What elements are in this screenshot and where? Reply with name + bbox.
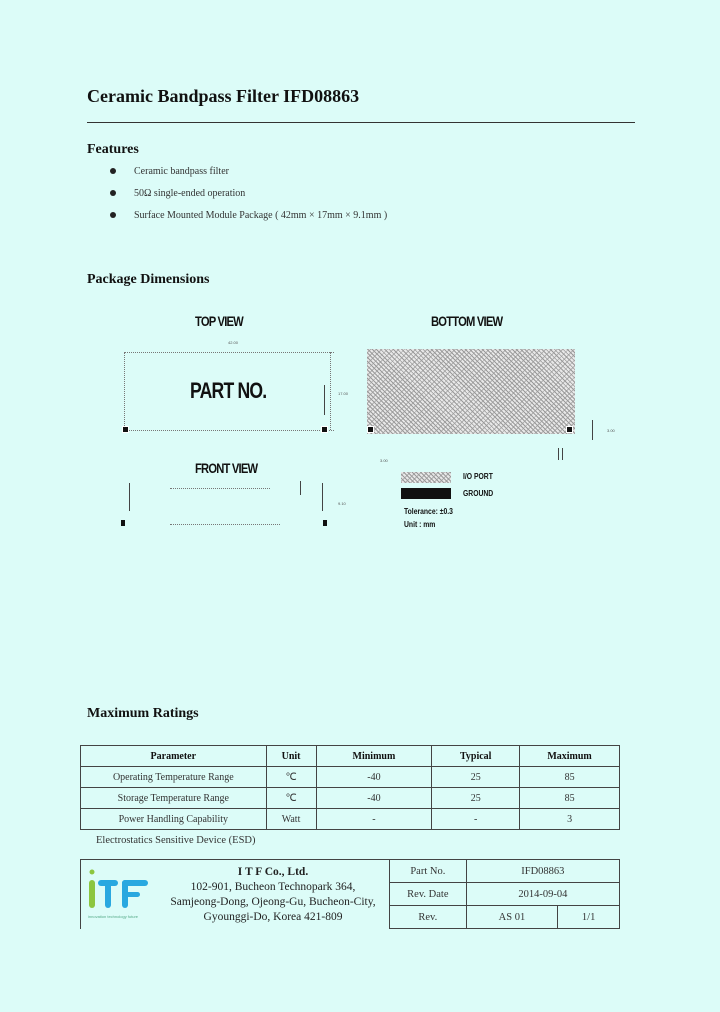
table-cell: Watt xyxy=(266,809,316,830)
column-header: Unit xyxy=(266,746,316,767)
bullet-icon xyxy=(110,212,116,218)
dimension-label: 42.00 xyxy=(228,340,239,345)
feature-item: Surface Mounted Module Package ( 42mm × 17mm × 9.1mm ) xyxy=(134,210,388,221)
bullet-icon xyxy=(110,168,116,174)
rev-date-label: Rev. Date xyxy=(390,883,467,906)
table-cell: Power Handling Capability xyxy=(81,809,267,830)
ratings-heading: Maximum Ratings xyxy=(87,706,199,721)
outline-bottom xyxy=(124,430,334,431)
page-number: 1/1 xyxy=(558,906,620,929)
table-cell: 85 xyxy=(520,767,620,788)
terminal-pad xyxy=(121,520,125,526)
table-cell: - xyxy=(316,809,432,830)
bottom-view-label: BOTTOM VIEW xyxy=(431,313,503,329)
ground-swatch xyxy=(401,488,451,499)
tolerance-note: Tolerance: ±0.3 xyxy=(404,507,453,516)
address-line: 102-901, Bucheon Technopark 364, xyxy=(190,881,356,893)
dimension-line xyxy=(592,420,593,440)
address-line: Gyounggi-Do, Korea 421-809 xyxy=(203,911,343,923)
dimension-line xyxy=(562,448,563,460)
feature-item: Ceramic bandpass filter xyxy=(134,166,229,177)
document-info-table xyxy=(389,859,620,929)
unit-note: Unit : mm xyxy=(404,520,436,529)
part-no-label: Part No. xyxy=(390,860,467,883)
table-cell: 3 xyxy=(520,809,620,830)
outline-right xyxy=(300,481,301,495)
io-port-pad xyxy=(566,426,573,433)
table-cell: 85 xyxy=(520,788,620,809)
table-row xyxy=(81,809,620,830)
top-view-label: TOP VIEW xyxy=(195,313,243,329)
ground-legend: GROUND xyxy=(463,489,494,498)
ground-area xyxy=(367,349,575,434)
outline-top xyxy=(124,352,334,353)
table-cell: 25 xyxy=(432,767,520,788)
table-cell: - xyxy=(432,809,520,830)
outline-left xyxy=(124,352,125,430)
esd-note: Electrostatics Sensitive Device (ESD) xyxy=(96,835,256,846)
io-port-pad xyxy=(321,426,328,433)
footer-left-edge xyxy=(80,859,81,929)
table-row xyxy=(81,767,620,788)
column-header: Maximum xyxy=(520,746,620,767)
bullet-icon xyxy=(110,190,116,196)
ratings-table xyxy=(80,745,620,830)
io-port-pad xyxy=(367,426,374,433)
terminal-pad xyxy=(323,520,327,526)
column-header: Typical xyxy=(432,746,520,767)
feature-item: 50Ω single-ended operation xyxy=(134,188,246,199)
io-port-pad xyxy=(122,426,129,433)
logo-tagline: innovation technology future xyxy=(88,914,139,919)
part-no-value: IFD08863 xyxy=(466,860,619,883)
company-address-block xyxy=(163,865,383,925)
table-header-row xyxy=(81,746,620,767)
io-port-legend: I/O PORT xyxy=(463,472,493,481)
front-view-label: FRONT VIEW xyxy=(195,460,258,476)
io-port-swatch xyxy=(401,472,451,483)
itf-logo xyxy=(86,864,160,924)
table-cell: ℃ xyxy=(266,788,316,809)
part-no-label: PART NO. xyxy=(190,378,267,403)
title-divider xyxy=(87,122,635,123)
dimension-label: 17.00 xyxy=(338,391,349,396)
page-title: Ceramic Bandpass Filter IFD08863 xyxy=(87,86,360,106)
rev-date-value: 2014-09-04 xyxy=(466,883,619,906)
dimension-line xyxy=(322,483,323,511)
address-line: Samjeong-Dong, Ojeong-Gu, Bucheon-City, xyxy=(170,896,376,908)
table-row xyxy=(81,788,620,809)
rev-value: AS 01 xyxy=(466,906,558,929)
rev-label: Rev. xyxy=(390,906,467,929)
column-header: Parameter xyxy=(81,746,267,767)
package-heading: Package Dimensions xyxy=(87,272,210,287)
dimension-line xyxy=(324,385,325,415)
column-header: Minimum xyxy=(316,746,432,767)
dimension-label: 3.00 xyxy=(380,458,388,463)
table-cell: -40 xyxy=(316,788,432,809)
table-cell: -40 xyxy=(316,767,432,788)
outline-bottom xyxy=(170,524,280,525)
table-cell: Operating Temperature Range xyxy=(81,767,267,788)
dimension-label: 3.00 xyxy=(607,428,615,433)
table-cell: 25 xyxy=(432,788,520,809)
company-name: I T F Co., Ltd. xyxy=(237,866,309,878)
table-cell: ℃ xyxy=(266,767,316,788)
features-heading: Features xyxy=(87,142,139,157)
outline-right xyxy=(330,352,331,430)
outline-left xyxy=(129,483,130,511)
outline-top xyxy=(170,488,270,489)
table-cell: Storage Temperature Range xyxy=(81,788,267,809)
dimension-label: 9.10 xyxy=(338,501,346,506)
dimension-line xyxy=(558,448,559,460)
